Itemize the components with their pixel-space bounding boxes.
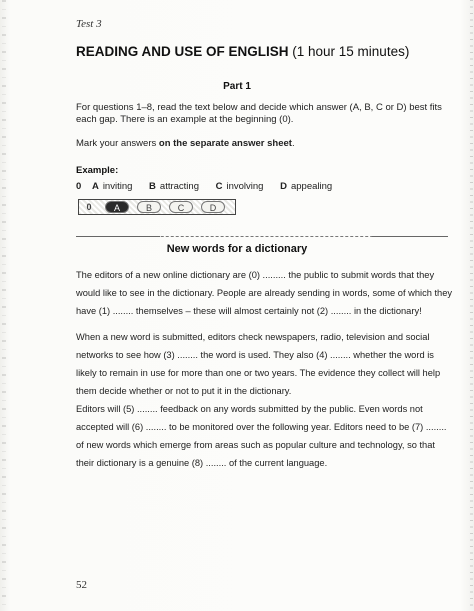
example-answer-grid [78, 199, 236, 215]
answer-lozenge-b: B [137, 201, 161, 213]
answer-lozenge-c: C [169, 201, 193, 213]
mark-prefix: Mark your answers [76, 138, 159, 149]
example-label: Example: [76, 165, 119, 176]
page-number: 52 [76, 579, 87, 591]
mark-answers-instruction [76, 138, 448, 150]
example-option-d: D appealing [280, 181, 333, 192]
text-paragraph-1: The editors of a new online dictionary are (0) ......... the public to submit words that they would like to see in the dictionary. People are already sending in words, some of which they have (1) ........ themselves – these will almost certainly not (2) ........ in the dictionary! [76, 270, 453, 316]
test-label: Test 3 [76, 18, 102, 30]
text-paragraph-3: Editors will (5) ........ feedback on any words submitted by the public. Even words not accepted will (6) ........ to be monitored over the following year. Editors need to be (7) ........ of new words which emerge from areas such as popular culture and technology, so that their dictionary is a genuine (8) ........ of the current language. [76, 404, 447, 468]
section-heading-duration: (1 hour 15 minutes) [288, 44, 410, 59]
text-title: New words for a dictionary [166, 243, 308, 255]
example-number: 0 [76, 181, 82, 192]
answer-grid-number: 0 [86, 202, 92, 212]
instructions-text: For questions 1–8, read the text below and decide which answer (A, B, C or D) best fits each gap. There is an example at the beginning (0). [76, 102, 442, 125]
section-heading-bold: READING AND USE OF ENGLISH [76, 44, 289, 59]
answer-lozenge-d: D [201, 201, 225, 213]
divider-line-left [76, 236, 160, 237]
section-heading [76, 44, 409, 59]
example-option-b: B attracting [149, 181, 199, 192]
divider-line-right [372, 236, 448, 237]
answer-lozenge-a: A [105, 201, 129, 213]
example-option-a: A inviting [91, 181, 133, 192]
example-options-row [76, 181, 346, 192]
mark-bold: on the separate answer sheet [158, 138, 292, 149]
example-option-c: C involving [215, 181, 264, 192]
mark-suffix: . [291, 138, 295, 149]
text-paragraph-2: When a new word is submitted, editors check newspapers, radio, television and social networks to see how (3) ........ the word is used. They also (4) ........ whether the word is likely to remain in use for more than one or two years. The evidence they collect will help them decide whether or not to put it in the dictionary. [76, 332, 441, 396]
part-heading: Part 1 [223, 81, 251, 92]
